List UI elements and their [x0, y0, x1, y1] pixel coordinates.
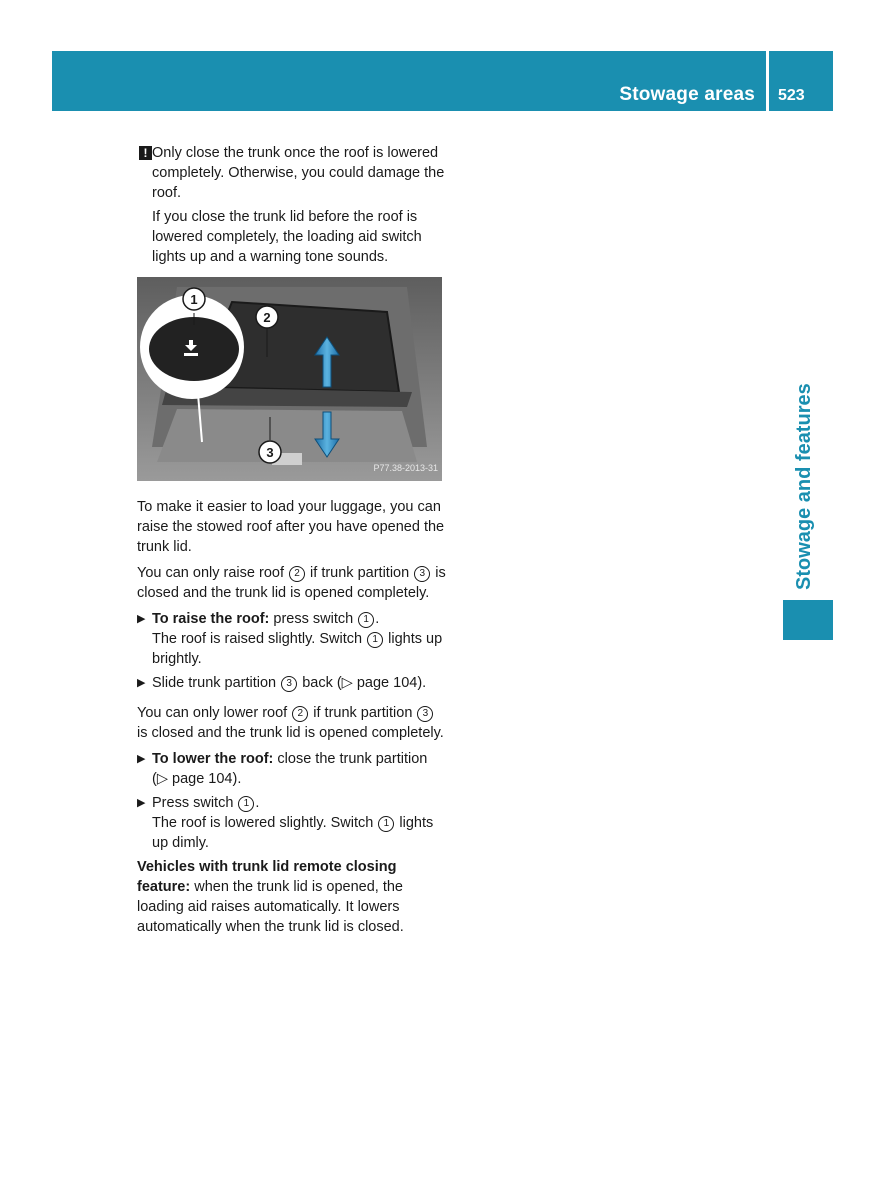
callout-ref-1: 1 — [367, 632, 383, 648]
text-span: lights up dimly. — [152, 815, 434, 851]
trunk-illustration — [137, 277, 442, 481]
raise-roof-step — [137, 609, 447, 669]
text-span: . — [255, 795, 260, 811]
page-number: 523 — [778, 87, 805, 104]
figure-code: P77.38-2013-31 — [373, 463, 438, 473]
callout-ref-1: 1 — [358, 612, 374, 628]
step-line — [152, 673, 447, 693]
main-content — [137, 143, 447, 943]
text-span: The roof is raised slightly. Switch — [152, 631, 363, 647]
callout-ref-1: 1 — [378, 816, 394, 832]
raise-condition — [137, 563, 447, 603]
callout-ref-1: 1 — [238, 796, 254, 812]
step-line — [152, 749, 447, 789]
header-bar — [52, 51, 833, 111]
warning-icon: ! — [139, 146, 152, 160]
text-span: The roof is lowered slightly. Switch — [152, 815, 374, 831]
section-title: Stowage areas — [619, 84, 755, 105]
slide-partition-step — [137, 673, 447, 693]
lower-condition — [137, 703, 447, 743]
callout-ref-2: 2 — [292, 706, 308, 722]
step-result — [152, 629, 447, 669]
step-line — [152, 793, 447, 813]
page-reference: close the trunk partition (▷ page 104). — [152, 751, 428, 787]
callout-ref-3: 3 — [414, 566, 430, 582]
step-marker-icon: ▶ — [137, 677, 146, 689]
callout-ref-3: 3 — [281, 676, 297, 692]
step-line — [152, 609, 447, 629]
text-span: is closed and the trunk lid is opened completely. — [137, 725, 444, 741]
step-heading: To raise the roof: — [152, 611, 270, 627]
text-span: Press switch — [152, 795, 234, 811]
press-switch-step — [137, 793, 447, 853]
callout-3-label: 3 — [266, 445, 274, 460]
intro-paragraph: To make it easier to load your luggage, you can raise the stowed roof after you have opened the trunk lid. — [137, 499, 445, 555]
step-marker-icon: ▶ — [137, 797, 146, 809]
note-heading: Vehicles with trunk lid remote closing feature: — [137, 859, 397, 895]
step-heading: To lower the roof: — [152, 751, 274, 767]
trunk-figure — [137, 277, 442, 481]
callout-ref-2: 2 — [289, 566, 305, 582]
text-span: You can only lower roof — [137, 705, 288, 721]
warning-note — [137, 143, 447, 267]
header-divider — [766, 51, 769, 111]
callout-2-label: 2 — [263, 310, 271, 325]
text-span: lights up brightly. — [152, 631, 443, 667]
lower-roof-step — [137, 749, 447, 789]
chapter-tab-marker — [783, 600, 833, 640]
page-reference: back (▷ page 104). — [302, 675, 427, 691]
callout-ref-3: 3 — [417, 706, 433, 722]
warning-text-2: If you close the trunk lid before the roof is lowered completely, the loading aid switch lights up and a warning tone sounds. — [152, 209, 422, 265]
text-span: if trunk partition — [310, 565, 410, 581]
text-span: . — [375, 611, 380, 627]
text-span: is closed and the trunk lid is opened completely. — [137, 565, 446, 601]
callout-1-label: 1 — [190, 292, 198, 307]
text-span: when the trunk lid is opened, the loading aid raises automatically. It lowers automatically when the trunk lid is closed. — [137, 879, 404, 935]
step-result — [152, 813, 447, 853]
warning-text-1: Only close the trunk once the roof is lowered completely. Otherwise, you could damage the roof. — [152, 145, 445, 201]
text-span: You can only raise roof — [137, 565, 284, 581]
text-span: press switch — [273, 611, 354, 627]
switch-housing — [149, 317, 239, 381]
step-marker-icon: ▶ — [137, 753, 146, 765]
step-marker-icon: ▶ — [137, 613, 146, 625]
text-span: Slide trunk partition — [152, 675, 277, 691]
text-span: if trunk partition — [313, 705, 413, 721]
remote-closing-note — [137, 857, 447, 937]
chapter-tab-label: Stowage and features — [793, 383, 815, 590]
